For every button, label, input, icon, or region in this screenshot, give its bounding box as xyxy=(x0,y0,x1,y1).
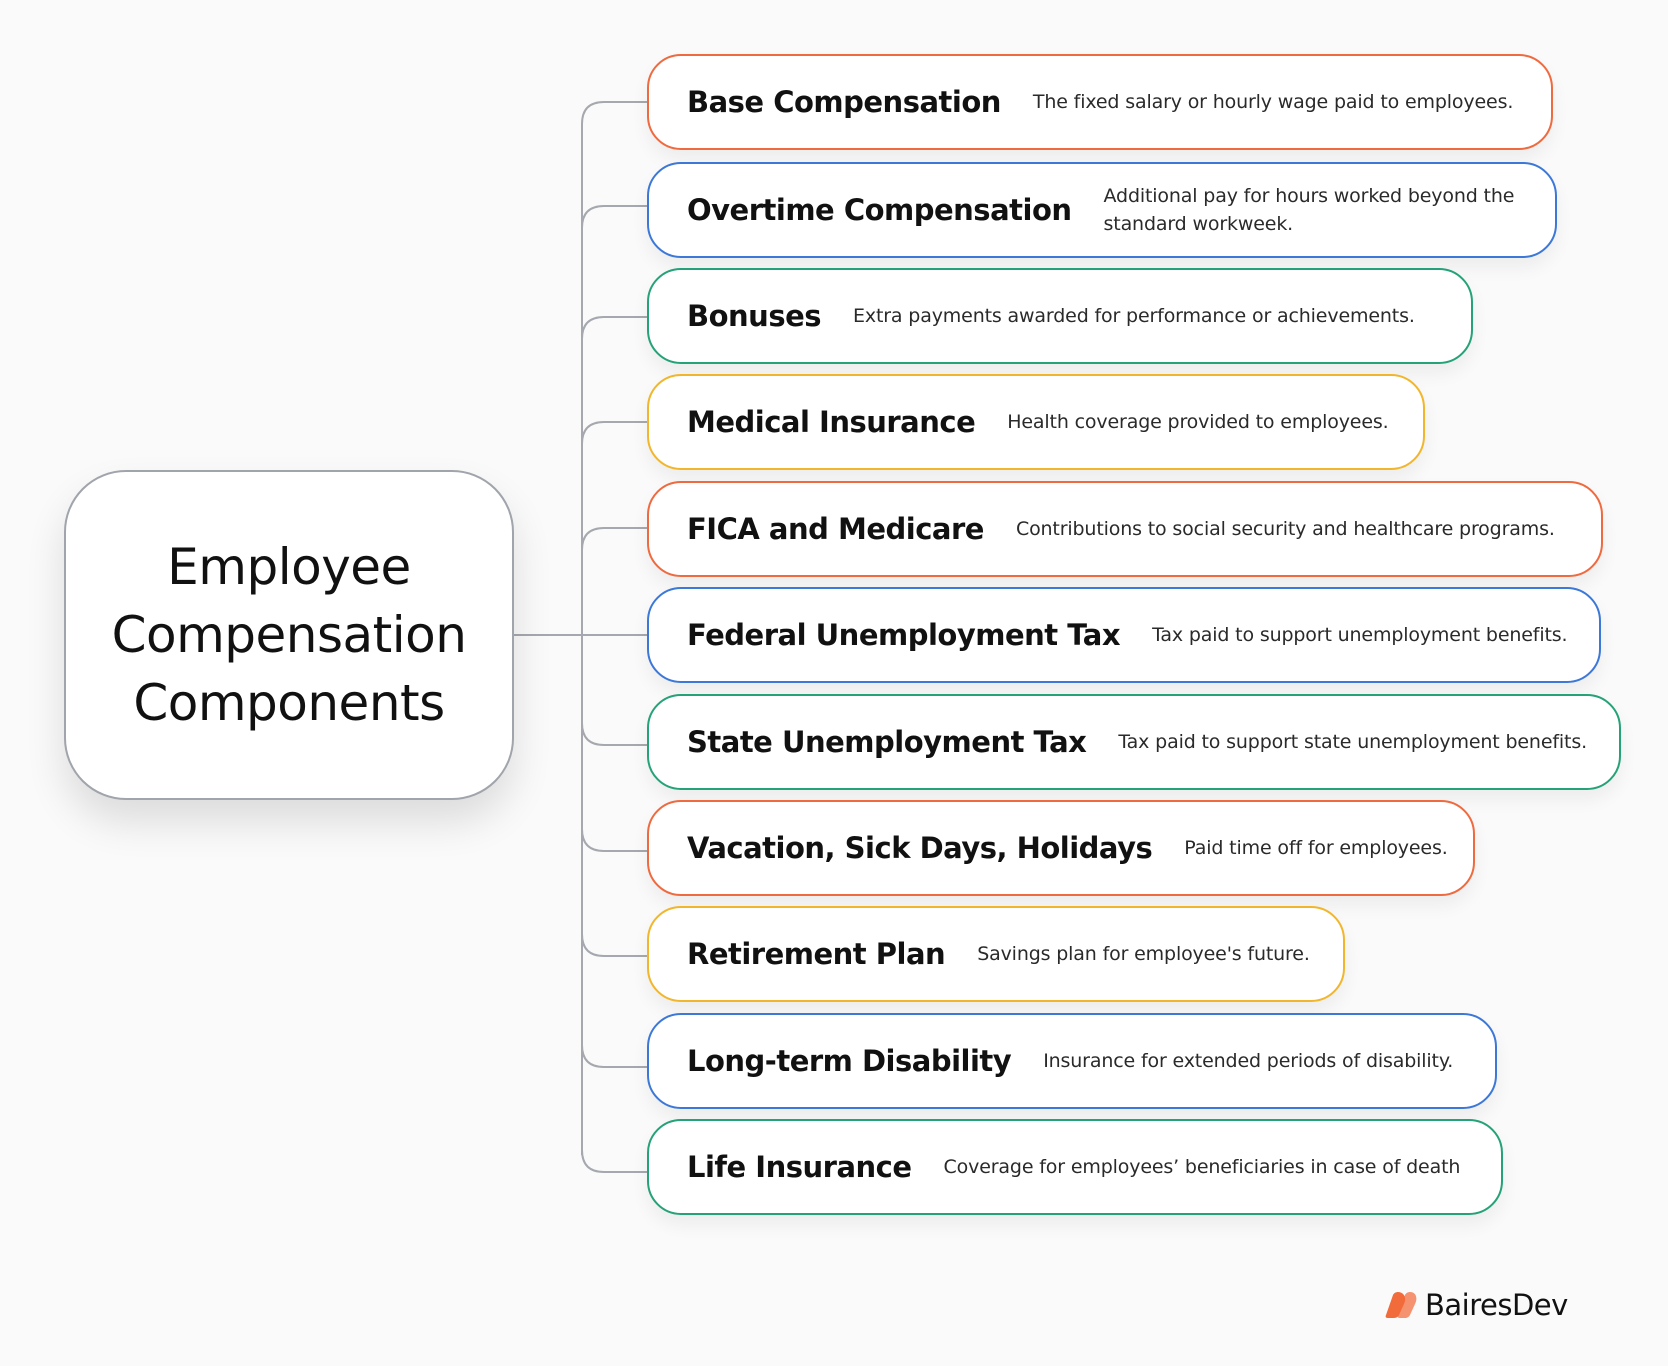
component-life-insurance xyxy=(647,1119,1503,1215)
component-long-term-disability xyxy=(647,1013,1497,1109)
branch-connector-11 xyxy=(582,1150,647,1172)
component-bonuses xyxy=(647,268,1473,364)
component-medical-insurance xyxy=(647,374,1425,470)
component-title: FICA and Medicare xyxy=(687,512,984,546)
component-title: Retirement Plan xyxy=(687,937,946,971)
component-title: Bonuses xyxy=(687,299,822,333)
component-base-compensation xyxy=(647,54,1553,150)
branch-connector-2 xyxy=(582,206,647,228)
component-description: Tax paid to support unemployment benefits. xyxy=(1152,624,1568,646)
component-description: Health coverage provided to employees. xyxy=(1007,411,1389,433)
component-state-unemployment-tax xyxy=(647,694,1621,790)
center-title-line-1: Employee xyxy=(167,538,411,596)
component-description: Contributions to social security and healthcare programs. xyxy=(1015,518,1555,540)
bairesdev-logo xyxy=(1383,1288,1568,1322)
branch-connector-4 xyxy=(582,422,647,444)
component-fica-and-medicare xyxy=(647,481,1603,577)
component-title: Long-term Disability xyxy=(687,1044,1012,1078)
component-description: Coverage for employees’ beneficiaries in case of death xyxy=(943,1156,1461,1178)
component-description: Insurance for extended periods of disability. xyxy=(1043,1050,1454,1072)
component-title: Overtime Compensation xyxy=(687,193,1072,227)
center-topic-box xyxy=(64,470,514,800)
component-title: Base Compensation xyxy=(687,85,1001,119)
center-title-line-2: Compensation xyxy=(111,606,467,664)
center-topic-title xyxy=(112,533,467,737)
component-description: Savings plan for employee's future. xyxy=(977,943,1310,965)
component-vacation-sick-days-holidays xyxy=(647,800,1475,896)
bairesdev-logo-icon xyxy=(1383,1290,1417,1320)
component-title: State Unemployment Tax xyxy=(687,725,1087,759)
component-federal-unemployment-tax xyxy=(647,587,1601,683)
branch-connector-10 xyxy=(582,1045,647,1067)
bairesdev-wordmark: BairesDev xyxy=(1425,1288,1568,1322)
center-title-line-3: Components xyxy=(133,674,445,732)
branch-connector-7 xyxy=(582,723,647,745)
branch-connector-5 xyxy=(582,528,647,550)
component-title: Medical Insurance xyxy=(687,405,976,439)
component-title: Federal Unemployment Tax xyxy=(687,618,1121,652)
branch-connector-9 xyxy=(582,934,647,956)
component-description: Additional pay for hours worked beyond the standard workweek. xyxy=(1103,185,1515,235)
branch-connector-8 xyxy=(582,829,647,851)
component-description: Extra payments awarded for performance or achievements. xyxy=(853,305,1415,327)
branch-connector-3 xyxy=(582,317,647,339)
component-retirement-plan xyxy=(647,906,1345,1002)
component-title: Vacation, Sick Days, Holidays xyxy=(687,831,1153,865)
component-description: Paid time off for employees. xyxy=(1184,837,1448,859)
component-description: Tax paid to support state unemployment benefits. xyxy=(1118,731,1587,753)
branch-connector-1 xyxy=(582,102,647,124)
component-title: Life Insurance xyxy=(687,1150,912,1184)
component-description: The fixed salary or hourly wage paid to employees. xyxy=(1032,91,1514,113)
component-overtime-compensation xyxy=(647,162,1557,258)
